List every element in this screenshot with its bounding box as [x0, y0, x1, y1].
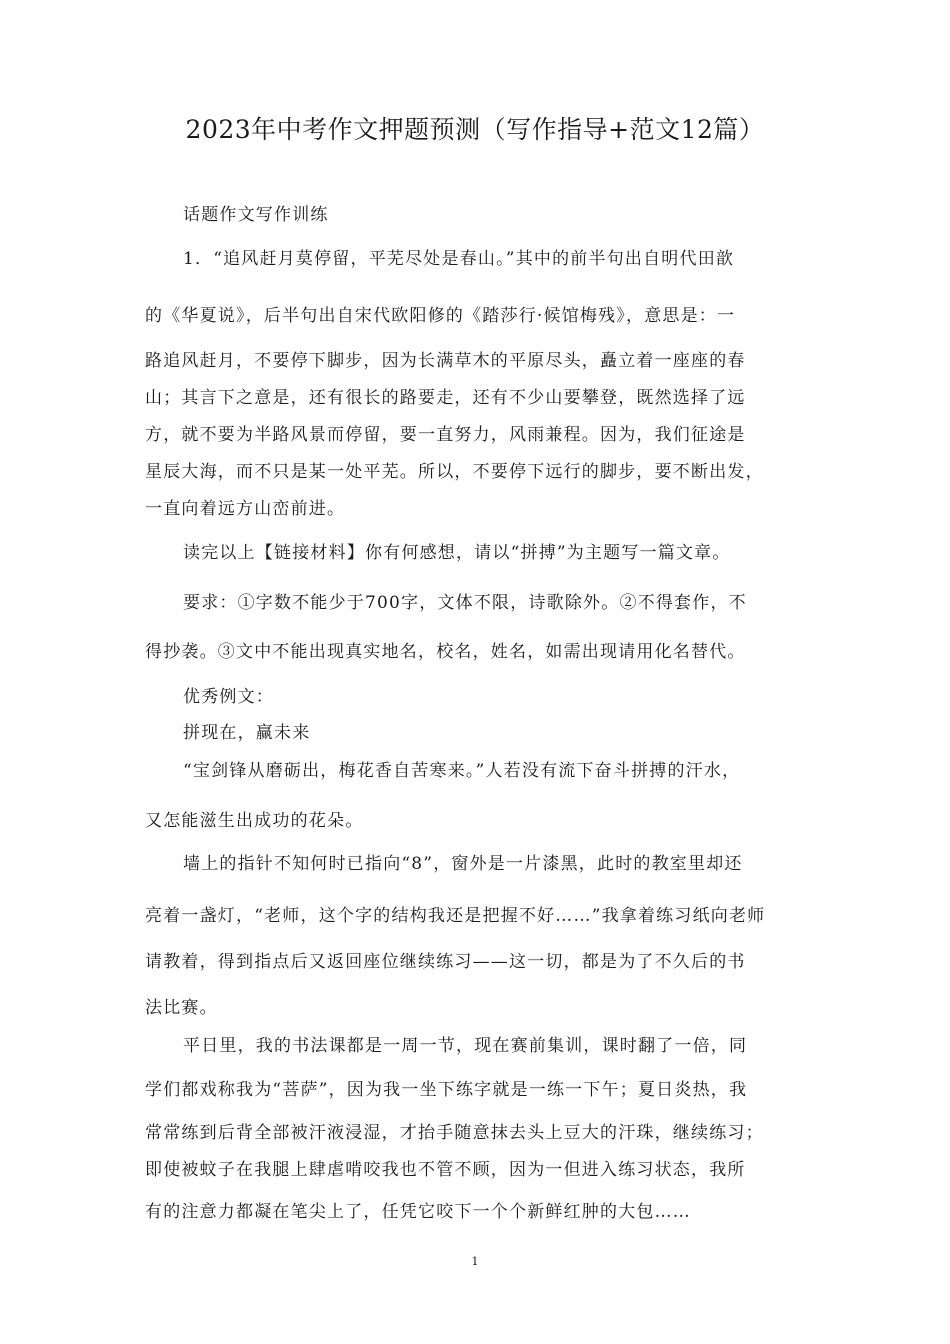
paragraph-line: 星辰大海，而不只是某一处平芜。所以，不要停下远行的脚步，要不断出发，	[145, 462, 764, 482]
paragraph-line: 又怎能滋生出成功的花朵。	[145, 811, 364, 831]
paragraph-line: 一直向着远方山峦前进。	[145, 499, 346, 519]
paragraph-line: 方，就不要为半路风景而停留，要一直努力，风雨兼程。因为，我们征途是	[145, 425, 746, 445]
section-heading: 话题作文写作训练	[183, 205, 329, 225]
paragraph-line: 请教着，得到指点后又返回座位继续练习——这一切，都是为了不久后的书	[145, 952, 746, 972]
paragraph-line: 山；其言下之意是，还有很长的路要走，还有不少山要攀登，既然选择了远	[145, 388, 746, 408]
paragraph-line: 优秀例文：	[183, 687, 274, 707]
paragraph-line: “宝剑锋从磨砺出，梅花香自苦寒来。”人若没有流下奋斗拼搏的汗水，	[183, 761, 741, 781]
paragraph-line: 要求：①字数不能少于700字，文体不限，诗歌除外。②不得套作，不	[183, 593, 747, 613]
paragraph-line: 墙上的指针不知何时已指向“8”，窗外是一片漆黑，此时的教室里却还	[183, 854, 743, 874]
paragraph-line: 读完以上【链接材料】你有何感想，请以“拼搏”为主题写一篇文章。	[183, 543, 731, 563]
essay-title: 拼现在，赢未来	[183, 723, 311, 743]
paragraph-line: 路追风赶月，不要停下脚步，因为长满草木的平原尽头，矗立着一座座的春	[145, 351, 746, 371]
paragraph-line: 法比赛。	[145, 998, 218, 1018]
paragraph-line: 的《华夏说》，后半句出自宋代欧阳修的《踏莎行·候馆梅残》，意思是：一	[145, 306, 736, 326]
paragraph-line: 1．“追风赶月莫停留，平芜尽处是春山。”其中的前半句出自明代田歆	[183, 249, 735, 269]
paragraph-line: 得抄袭。③文中不能出现真实地名，校名，姓名，如需出现请用化名替代。	[145, 642, 746, 662]
paragraph-line: 即使被蚊子在我腿上肆虐啃咬我也不管不顾，因为一但进入练习状态，我所	[145, 1160, 746, 1180]
paragraph-line: 平日里，我的书法课都是一周一节，现在赛前集训，课时翻了一倍，同	[183, 1036, 748, 1056]
paragraph-line: 常常练到后背全部被汗液浸湿，才抬手随意抹去头上豆大的汗珠，继续练习；	[145, 1123, 764, 1143]
paragraph-line: 有的注意力都凝在笔尖上了，任凭它咬下一个个新鲜红肿的大包……	[145, 1202, 691, 1222]
paragraph-line: 亮着一盏灯，“老师，这个字的结构我还是把握不好……”我拿着练习纸向老师	[145, 906, 766, 926]
page-number: 1	[471, 1255, 479, 1268]
paragraph-line: 学们都戏称我为“菩萨”，因为我一坐下练字就是一练一下午；夏日炎热，我	[145, 1080, 748, 1100]
document-title: 2023年中考作文押题预测（写作指导+范文12篇）	[185, 115, 765, 144]
